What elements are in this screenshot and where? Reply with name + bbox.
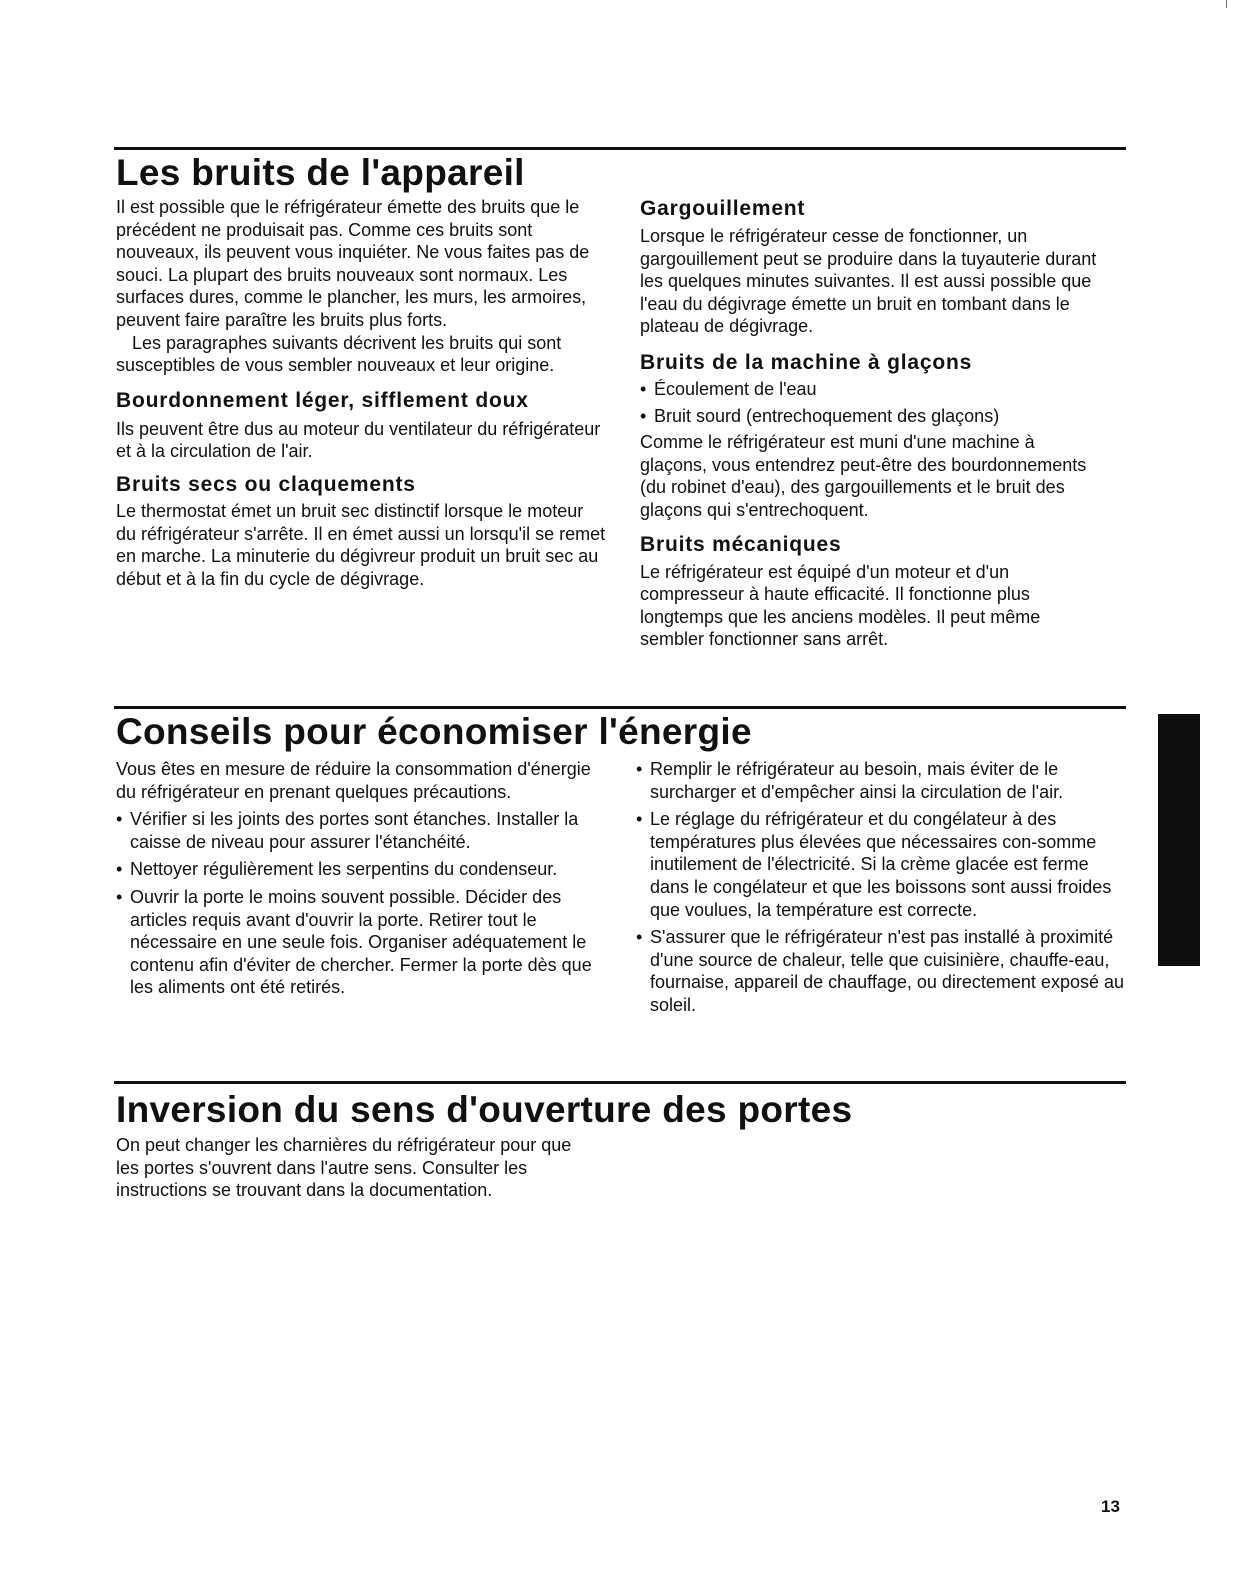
gurgle-heading: Gargouillement — [640, 197, 806, 220]
hum-text: Ils peuvent être dus au moteur du ventilateur du réfrigérateur et à la circulation de l'air. — [116, 418, 601, 462]
icemaker-bullet: • Écoulement de l'eau — [640, 378, 1100, 401]
noises-intro-2: Les paragraphes suivants décrivent les bruits qui sont susceptibles de vous sembler nouveaux et leur origine. — [116, 332, 562, 376]
door-reversal-column — [116, 1134, 596, 1202]
mechanical-heading: Bruits mécaniques — [640, 532, 842, 556]
section-title-noises: Les bruits de l'appareil — [116, 152, 525, 193]
hum-heading: Bourdonnement léger, sifflement doux — [116, 388, 529, 412]
noises-intro-1: Il est possible que le réfrigérateur émette des bruits que le précédent ne produisait pas. Comme ces bruits sont nouveaux, ils peuvent vous inquiéter. Ne vous faites pas de souci. La plupart des bruits nouveaux sont normaux. Les surfaces dures, comme le plancher, les murs, les armoires, peuvent faire paraître les bruits plus forts. — [116, 197, 590, 330]
energy-right-column — [636, 758, 1124, 1017]
icemaker-heading: Bruits de la machine à glaçons — [640, 350, 973, 374]
click-text: Le thermostat émet un bruit sec distinctif lorsque le moteur du réfrigérateur s'arrête. Il en émet aussi un lorsqu'il se remet en marche. La minuterie du dégivreur produit un bruit sec au début et à la fin du cycle de dégivrage. — [116, 500, 606, 589]
energy-tip: • Nettoyer régulièrement les serpentins du condenseur. — [116, 858, 606, 881]
energy-tip: • Remplir le réfrigérateur au besoin, mais éviter de le surcharger et d'empêcher ainsi la circulation de l'air. — [636, 758, 1124, 803]
section-tab-marker — [1158, 714, 1200, 966]
noises-right-column — [640, 197, 1100, 651]
gurgle-text: Lorsque le réfrigérateur cesse de fonctionner, un gargouillement peut se produire dans la tuyauterie durant les quelques minutes suivantes. Il est aussi possible que l'eau du dégivrage émette un bruit en tombant dans le plateau de dégivrage. — [640, 226, 1097, 337]
corner-mark — [1226, 0, 1227, 8]
energy-tip: • Le réglage du réfrigérateur et du congélateur à des températures plus élevées que nécessaires con-somme inutilement de l'électricité. Si la crème glacée est ferme dans le congélateur et que les boissons sont aussi froides que voulues, la température est correcte. — [636, 808, 1124, 921]
page-number: 13 — [1101, 1497, 1120, 1516]
section-rule-2 — [114, 706, 1126, 709]
section-rule-1 — [114, 147, 1126, 150]
section-title-energy: Conseils pour économiser l'énergie — [116, 711, 752, 752]
energy-intro: Vous êtes en mesure de réduire la consommation d'énergie du réfrigérateur en prenant quelques précautions. — [116, 759, 591, 802]
door-reversal-text: On peut changer les charnières du réfrigérateur pour que les portes s'ouvrent dans l'autre sens. Consulter les instructions se trouvant dans la documentation. — [116, 1135, 572, 1201]
section-title-door-reversal: Inversion du sens d'ouverture des portes — [116, 1089, 853, 1130]
section-rule-3 — [114, 1081, 1126, 1084]
click-heading: Bruits secs ou claquements — [116, 472, 416, 496]
energy-tip: • Ouvrir la porte le moins souvent possible. Décider des articles requis avant d'ouvrir la porte. Retirer tout le nécessaire en une seule fois. Organiser adéquatement le contenu afin d'éviter de chercher. Fermer la porte dès que les aliments ont été retirés. — [116, 886, 606, 999]
energy-tip: • Vérifier si les joints des portes sont étanches. Installer la caisse de niveau pour assurer l'étanchéité. — [116, 808, 606, 853]
noises-left-column — [116, 196, 606, 590]
mechanical-text: Le réfrigérateur est équipé d'un moteur et d'un compresseur à haute efficacité. Il fonctionne plus longtemps que les anciens modèles. Il peut même sembler fonctionner sans arrêt. — [640, 561, 1041, 650]
icemaker-text: Comme le réfrigérateur est muni d'une machine à glaçons, vous entendrez peut-être des bourdonnements (du robinet d'eau), des gargouillements et le bruit des glaçons qui s'entrechoquent. — [640, 432, 1087, 520]
icemaker-bullet: • Bruit sourd (entrechoquement des glaçons) — [640, 405, 1100, 428]
energy-tip: • S'assurer que le réfrigérateur n'est pas installé à proximité d'une source de chaleur, telle que cuisinière, chauffe-eau, fournaise, appareil de chauffage, ou directement exposé au soleil. — [636, 926, 1124, 1016]
energy-left-column — [116, 758, 606, 999]
